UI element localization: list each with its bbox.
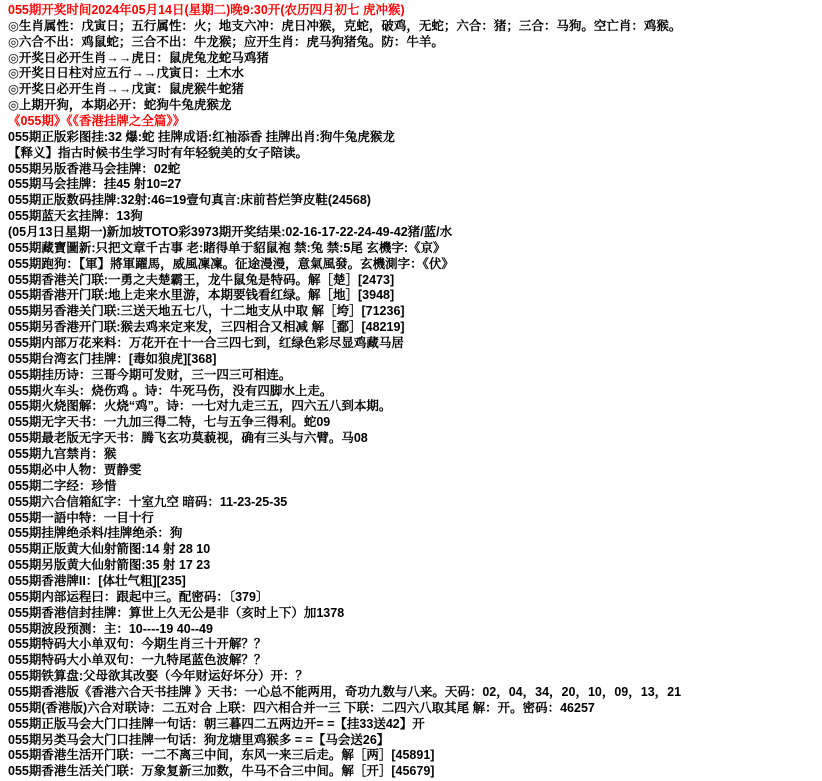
text-line: 055期二字经：珍惜 [8,478,117,493]
text-line: (05月13日星期一)新加坡TOTO彩3973期开奖结果:02-16-17-22-24-49-42猪/蓝/水 [8,225,453,240]
text-line: 055期特码大小单双句：今期生肖三十开解？？ [8,637,267,652]
text-line: 055期香港关门联:一勇之夫楚霸王，龙牛鼠兔是特码。解［楚］[2473] [8,272,395,287]
text-line: ◎六合不出：鸡鼠蛇；三合不出：牛龙猴；应开生肖：虎马狗猪兔。防：牛羊。 [8,34,444,49]
text-line: 055期藏寶圖新:只把文章千古事 老:賭得单于貂鼠袍 禁:兔 禁:5尾 玄機字:《京》 [8,240,446,255]
text-line: 055期波段预测：主：10----19 40--49 [8,621,213,636]
text-line: ◎开奖日必开生肖→→虎日：鼠虎兔龙蛇马鸡猪 [8,50,269,65]
text-line: ◎上期开狗，本期必开：蛇狗牛兔虎猴龙 [8,98,232,113]
text-line: ◎开奖日日柱对应五行→→戊寅日：土木水 [8,66,244,81]
text-line: 055期跑狗：【軍】將軍躍馬，威風凜凜。征途漫漫，意氣風發。玄機測字：《伏》 [8,256,454,271]
text-line: 055期另香港开门联:猴去鸡来定来发，三四相合又相减 解［鄱］[48219] [8,320,405,335]
text-line: 055期火车头：烧伤鸡 。诗：牛死马伤，没有四脚水上走。 [8,383,333,398]
text-line: 055期台湾玄门挂牌：[毒如狼虎][368] [8,351,217,366]
section-title-line: 《055期》《《香港挂牌之全篇》》 [8,114,186,129]
text-line: 055期蓝天玄挂牌：13狗 [8,209,143,224]
text-line: 055期九宫禁肖：猴 [8,447,117,462]
text-line: 055期另香港关门联:三送天地五七八，十二地支从中取 解［垮］[71236] [8,304,405,319]
header-line: 055期开奖时间2024年05月14日(星期二)晚9:30开(农历四月初七 虎冲猴) [8,3,405,17]
text-line: 【释义】指古时候书生学习时有年轻貌美的女子陪读。 [8,145,309,160]
text-line: 055期挂牌绝杀料/挂牌绝杀：狗 [8,526,183,541]
text-line: 055期特码大小单双句：一九特尾蓝色波解？？ [8,653,267,668]
text-line: 055期最老版无字天书：腾飞玄功莫藐视，确有三头与六臂。马08 [8,431,368,446]
text-line: ◎生肖属性：戊寅日；五行属性：火；地支六冲：虎日冲猴，克蛇，破鸡，无蛇；六合：猪；三合：马狗。空亡肖：鸡猴。 [8,18,682,33]
text-line: 055期香港牌II：[体壮气粗][235] [8,573,186,588]
text-line: 055期香港开门联:地上走来水里游，本期要钱看红绿。解［地］[3948] [8,288,395,303]
text-line: 055期内部万花来料：万花开在十一合三四七到，红绿色彩尽显鸡藏马居 [8,336,404,351]
text-line: 055期挂历诗：三哥今期可发财，三一四三可相连。 [8,367,292,382]
text-line: 055期马会挂牌：挂45 射10=27 [8,177,182,192]
text-line: 055期香港版《香港六合天书挂牌 》天书：一心总不能两用，奇功九数与八来。天码：02，04，34，20，10，09，13，21 [8,684,682,699]
text-line: 055期无字天书：一九加三得二特，七与五争三得利。蛇09 [8,415,331,430]
text-line: 055期另版香港马会挂牌：02蛇 [8,161,181,176]
text-line: 055期铁算盘:父母欲其改娶（今年财运好坏分）开：？ [8,669,309,684]
text-line: 055期香港生活关门联：万象复新三加数，牛马不合三中间。解［开］[45679] [8,764,435,779]
text-line: 055期香港生活开门联：一二不离三中间，东风一来三后走。解［两］[45891] [8,748,435,763]
text-line: 055期正版数码挂牌:32射:46=19壹句真言:床前苔烂笋皮鞋(24568) [8,193,371,208]
text-line: 055期(香港版)六合对联诗：二五对合 上联：四六相合并一三 下联：二四六八取其尾 解：开。密码：46257 [8,700,595,715]
text-line: 055期必中人物：贾静雯 [8,462,142,477]
text-line: 055期另版黄大仙射箭图:35 射 17 23 [8,558,211,573]
text-line: 055期香港信封挂牌：算世上久无公是非（亥时上下）加1378 [8,605,345,620]
text-line: 055期内部运程曰：跟起中三。配密码：〔379〕 [8,589,269,604]
text-line: ◎开奖日必开生肖→→戊寅：鼠虎猴牛蛇猪 [8,82,244,97]
text-line: 055期六合信箱紅字：十室九空 暗码：11-23-25-35 [8,494,288,509]
text-line: 055期一語中特：一目十行 [8,510,154,525]
text-line: 055期火烧图解：火烧“鸡”。诗：一七对九走三五，四六五八到本期。 [8,399,392,414]
text-line: 055期正版马会大门口挂牌一句话：朝三暮四二五两边开= =【挂33送42】开 [8,716,425,731]
text-line: 055期正版黄大仙射箭图:14 射 28 10 [8,542,211,557]
text-line: 055期正版彩图挂:32 爆:蛇 挂牌成语:红袖添香 挂牌出肖:狗牛兔虎猴龙 [8,129,395,144]
text-line: 055期另类马会大门口挂牌一句话：狗龙塘里鸡猴多 = =【马会送26】 [8,732,390,747]
